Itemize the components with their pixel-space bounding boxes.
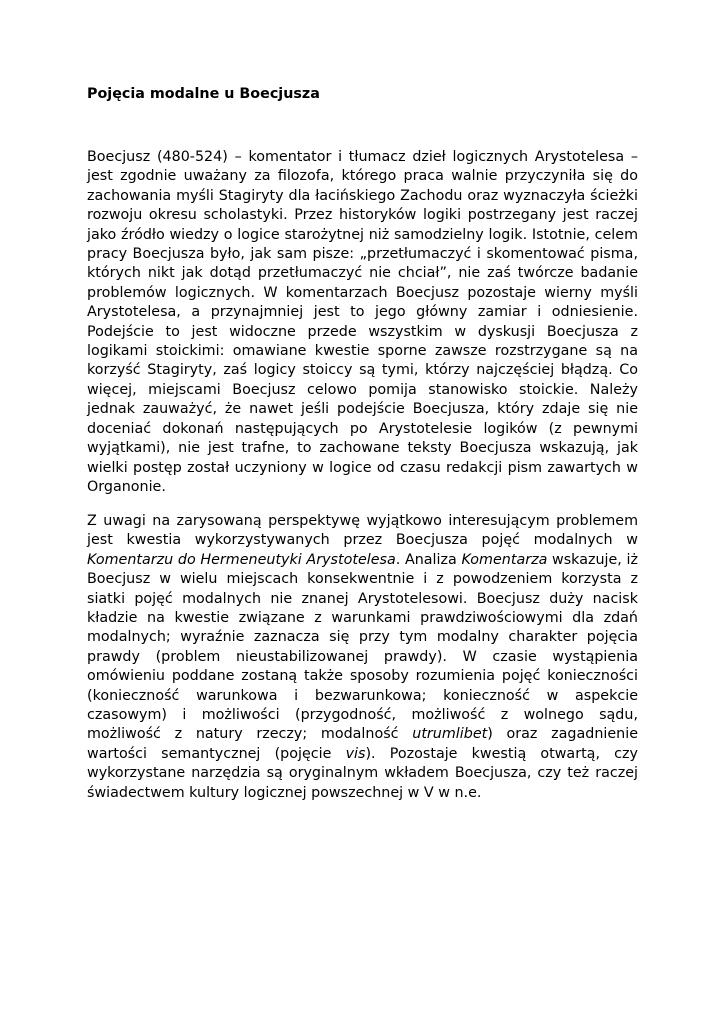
document-title: Pojęcia modalne u Boecjusza: [87, 86, 320, 102]
paragraph-1: Boecjusz (480-524) – komentator i tłumacz dzieł logicznych Arystotelesa – jest zgodnie uważany za filozofa, którego praca walnie przyczyniła się do zachowania myśli Stagiryty dla łacińskiego Zachodu oraz wyznaczyła ścieżki rozwoju okresu scholastyki. Przez historyków logiki postrzegany jest raczej jako źródło wiedzy o logice starożytnej niż samodzielny logik. Istotnie, celem pracy Boecjusza było, jak sam pisze: „przetłumaczyć i skomentować pisma, których nikt jak dotąd przetłumaczyć nie chciał”, nie zaś twórcze badanie problemów logicznych. W komentarzach Boecjusz pozostaje wierny myśli Arystotelesa, a przynajmniej jest to jego główny zamiar i odniesienie. Podejście to jest widoczne przede wszystkim w dyskusji Boecjusza z logikami stoickimi: omawiane kwestie sporne zawsze rozstrzygane są na korzyść Stagiryty, zaś logicy stoiccy są tymi, którzy najczęściej błądzą. Co więcej, miejscami Boecjusz celowo pomija stanowisko stoickie. Należy jednak zauważyć, że nawet jeśli podejście Boecjusza, który zdaje się nie doceniać dokonań następujących po Arystotelesie logików (z pewnymi wyjątkami), nie jest trafne, to zachowane teksty Boecjusza wskazują, jak wielki postęp został uczyniony w logice od czasu redakcji pism zawartych w Organonie.: [87, 149, 638, 495]
paragraph-2-text: . Analiza: [395, 551, 462, 568]
paragraph-2-latin-term: vis: [345, 745, 366, 762]
paragraph-2: [87, 512, 638, 803]
paragraph-2-text: ). Pozostaje kwestią otwartą, czy wykorzystane narzędzia są oryginalnym wkładem Boecjusza, czy też raczej świadectwem kultury logicznej powszechnej w V w n.e.: [87, 745, 638, 801]
paragraph-2-text: Z uwagi na zarysowaną perspektywę wyjątkowo interesującym problemem jest kwestia wykorzystywanych przez Boecjusza pojęć modalnych w: [87, 513, 638, 549]
paragraph-2-text: ) oraz zagadnienie wartości semantycznej (pojęcie: [87, 726, 638, 762]
paragraph-2-work-short-title: Komentarza: [461, 551, 548, 568]
paragraph-2-text: wskazuje, iż Boecjusz w wielu miejscach konsekwentnie i z powodzeniem korzysta z siatki pojęć modalnych nie znanej Arystotelesowi. Boecjusz duży nacisk kładzie na kwestie związane z warunkami prawdziwościowymi dla zdań modalnych; wyraźnie zaznacza się przy tym modalny charakter pojęcia prawdy (problem nieustabilizowanej prawdy). W czasie wystąpienia omówieniu poddane zostaną także sposoby rozumienia pojęć konieczności (konieczność warunkowa i bezwarunkowa; konieczność w aspekcie czasowym) i możliwości (przygodność, możliwość z wolnego sądu, możliwość z natury rzeczy; modalność: [87, 551, 638, 743]
paragraph-2-latin-term: utrumlibet: [412, 726, 488, 743]
paragraph-2-work-title: Komentarzu do Hermeneutyki Arystotelesa: [87, 551, 396, 568]
